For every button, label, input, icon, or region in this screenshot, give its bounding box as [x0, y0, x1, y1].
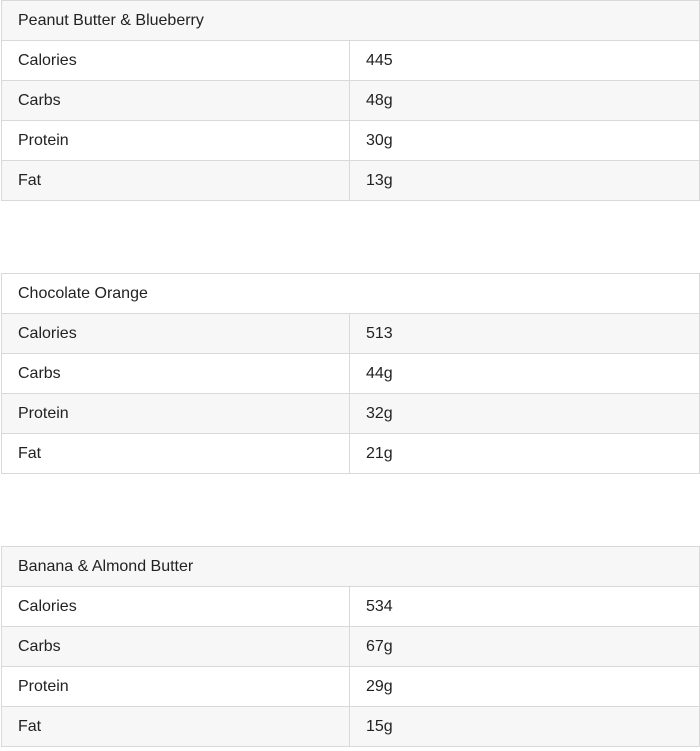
table-row — [2, 394, 700, 434]
nutrient-value: 13g — [350, 161, 700, 201]
table-row — [2, 314, 700, 354]
nutrient-label: Calories — [2, 314, 350, 354]
nutrient-label: Carbs — [2, 627, 350, 667]
table-row — [2, 121, 700, 161]
table-row — [2, 587, 700, 627]
nutrient-label: Carbs — [2, 354, 350, 394]
nutrition-table-peanut-butter-blueberry — [1, 0, 700, 201]
table-row — [2, 354, 700, 394]
nutrient-label: Protein — [2, 667, 350, 707]
table-row — [2, 161, 700, 201]
nutrient-value: 48g — [350, 81, 700, 121]
nutrient-label: Calories — [2, 587, 350, 627]
nutrient-label: Fat — [2, 707, 350, 747]
table-title: Chocolate Orange — [2, 274, 700, 314]
table-title: Banana & Almond Butter — [2, 547, 700, 587]
nutrient-label: Fat — [2, 161, 350, 201]
table-title-row — [2, 274, 700, 314]
nutrient-value: 29g — [350, 667, 700, 707]
nutrient-value: 21g — [350, 434, 700, 474]
nutrition-table-banana-almond-butter — [1, 546, 700, 747]
nutrient-label: Calories — [2, 41, 350, 81]
table-title-row — [2, 547, 700, 587]
nutrient-value: 44g — [350, 354, 700, 394]
table-row — [2, 667, 700, 707]
table-row — [2, 434, 700, 474]
nutrient-value: 445 — [350, 41, 700, 81]
nutrient-value: 67g — [350, 627, 700, 667]
nutrient-label: Protein — [2, 394, 350, 434]
nutrient-value: 32g — [350, 394, 700, 434]
nutrient-value: 534 — [350, 587, 700, 627]
table-row — [2, 41, 700, 81]
nutrient-value: 15g — [350, 707, 700, 747]
nutrient-label: Protein — [2, 121, 350, 161]
nutrient-label: Carbs — [2, 81, 350, 121]
table-row — [2, 627, 700, 667]
nutrient-label: Fat — [2, 434, 350, 474]
table-title: Peanut Butter & Blueberry — [2, 1, 700, 41]
table-title-row — [2, 1, 700, 41]
nutrition-table-chocolate-orange — [1, 273, 700, 474]
table-row — [2, 707, 700, 747]
nutrient-value: 30g — [350, 121, 700, 161]
table-row — [2, 81, 700, 121]
nutrient-value: 513 — [350, 314, 700, 354]
